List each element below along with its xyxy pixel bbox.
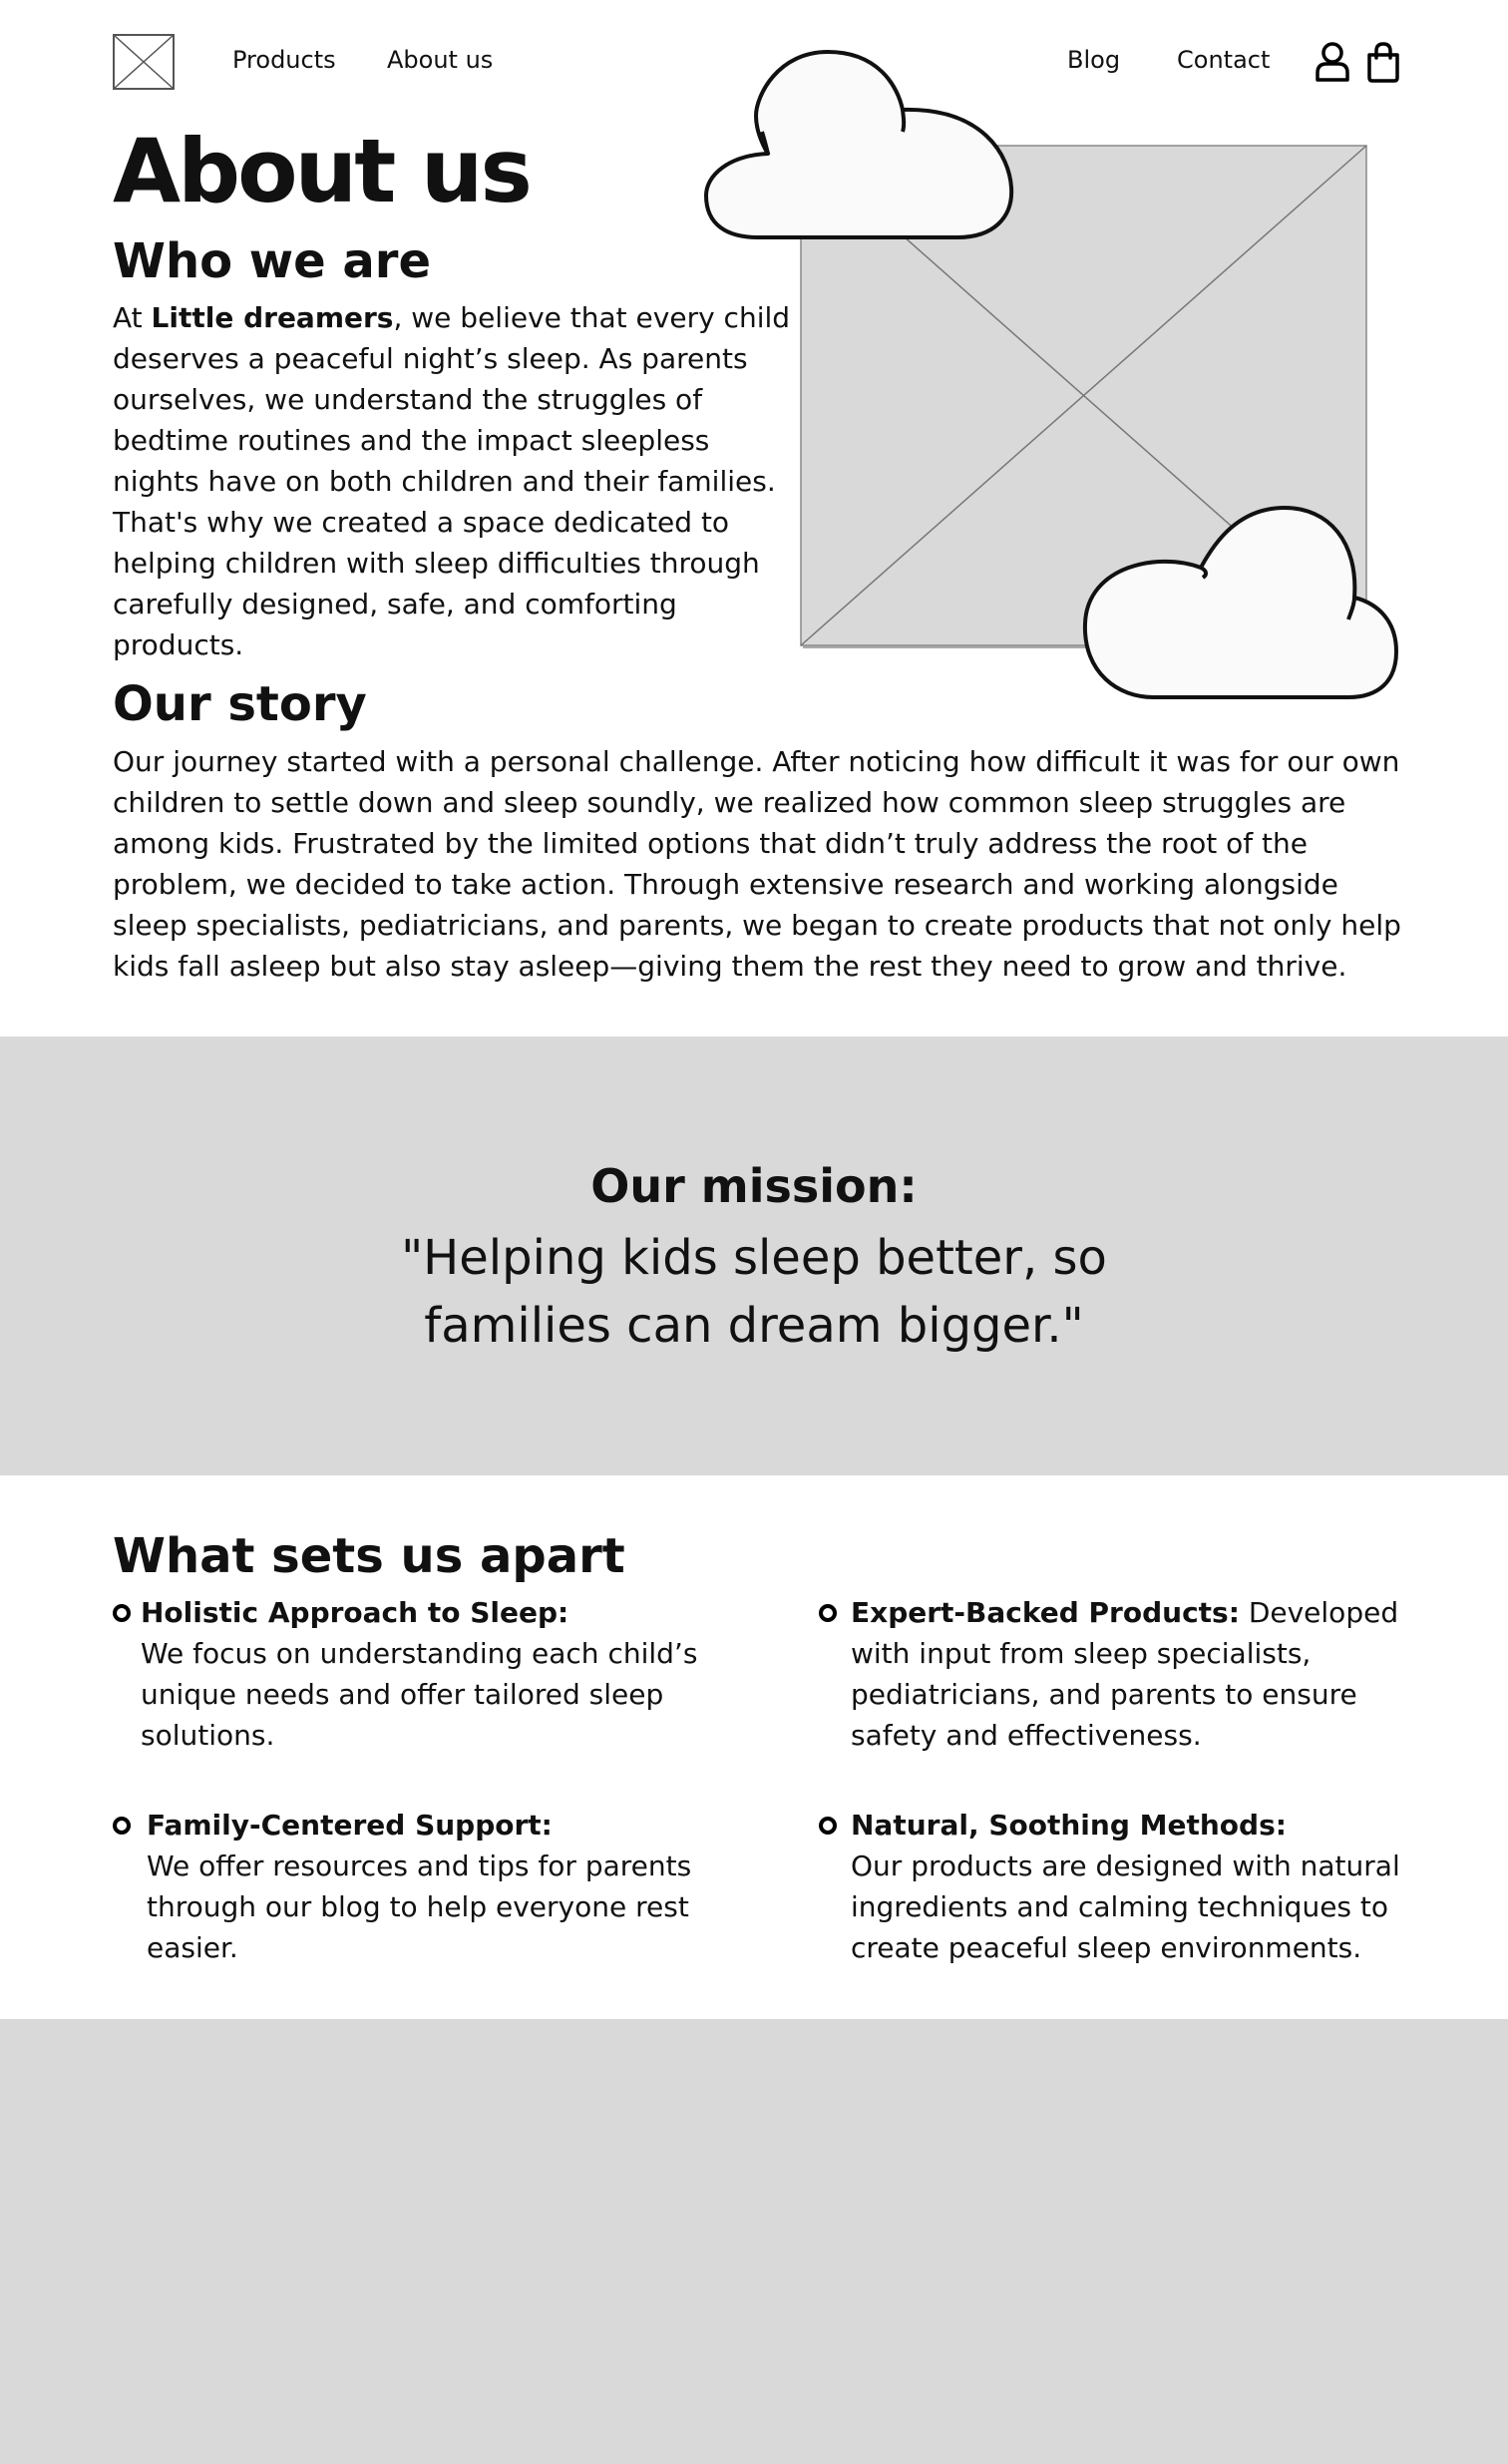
shopping-bag-icon[interactable] [1363, 40, 1403, 84]
bullet-icon [113, 1817, 131, 1835]
feature-item [147, 1805, 705, 1968]
who-prefix: At [113, 301, 152, 334]
who-we-are-heading: Who we are [113, 233, 432, 289]
who-we-are-text [113, 297, 791, 665]
bullet-icon [113, 1604, 131, 1622]
feature-text: We offer resources and tips for parents through our blog to help everyone rest easier. [147, 1849, 692, 1964]
mission-quote: "Helping kids sleep better, so families can dream bigger." [401, 1230, 1107, 1354]
feature-text: Developed with input from sleep specialists, pediatricians, and parents to ensure safety and effectiveness. [851, 1596, 1399, 1752]
mission-section [0, 1036, 1508, 1475]
bullet-icon [819, 1604, 837, 1622]
footer-placeholder [0, 2019, 1508, 2464]
nav-link-contact[interactable]: Contact [1177, 46, 1271, 74]
bullet-icon [819, 1817, 837, 1835]
nav-link-blog[interactable]: Blog [1067, 46, 1121, 74]
feature-title: Holistic Approach to Sleep: [141, 1596, 569, 1629]
our-story-text: Our journey started with a personal challenge. After noticing how difficult it was for our own children to settle down and sleep soundly, we realized how common sleep struggles are among kids. Frustrated by the limited options that didn’t truly address the root of the problem, we decided to take action. Through extensive research and working alongside sleep specialists, pediatricians, and parents, we began to create products that not only help kids fall asleep but also stay asleep—giving them the rest they need to grow and thrive. [113, 745, 1401, 983]
feature-title: Family-Centered Support: [147, 1809, 553, 1842]
user-icon[interactable] [1313, 40, 1352, 84]
logo-placeholder-icon[interactable] [113, 34, 175, 90]
feature-item [851, 1805, 1409, 1968]
our-story-heading: Our story [113, 676, 367, 732]
feature-text: We focus on understanding each child’s unique needs and offer tailored sleep solutions. [141, 1637, 698, 1752]
feature-title: Natural, Soothing Methods: [851, 1809, 1287, 1842]
cloud-icon [698, 46, 1017, 241]
sets-us-apart-heading: What sets us apart [113, 1528, 625, 1584]
feature-item [851, 1592, 1409, 1756]
page-title: About us [113, 120, 530, 222]
mission-title: Our mission: [590, 1159, 918, 1213]
brand-name: Little dreamers [151, 301, 394, 334]
who-body: , we believe that every child deserves a peaceful night’s sleep. As parents ourselves, we understand the struggles of bedtime routines and the impact sleepless nights have on both children and their families. That's why we created a space dedicated to helping children with sleep difficulties through carefully designed, safe, and comforting products. [113, 301, 791, 661]
feature-text: Our products are designed with natural ingredients and calming techniques to create peaceful sleep environments. [851, 1849, 1400, 1964]
feature-title: Expert-Backed Products: [851, 1596, 1240, 1629]
nav-link-about-us[interactable]: About us [387, 46, 494, 74]
cloud-icon [1079, 502, 1400, 701]
nav-link-products[interactable]: Products [232, 46, 336, 74]
feature-item [141, 1592, 699, 1756]
